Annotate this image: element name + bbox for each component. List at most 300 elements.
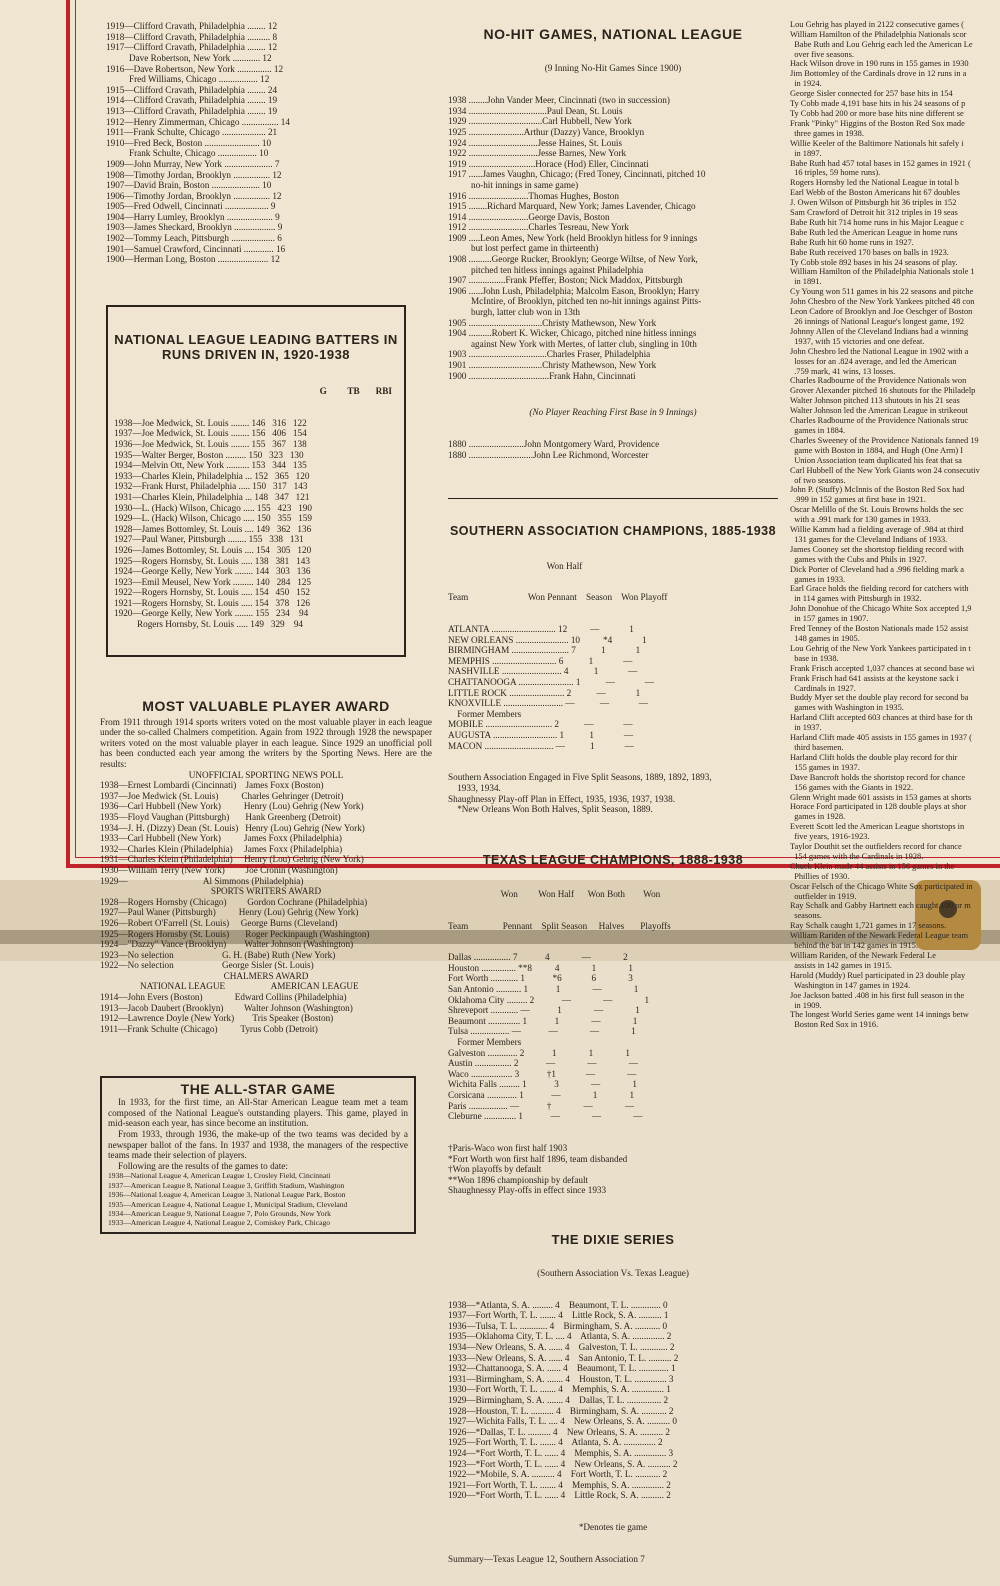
record-line: Ty Cobb made 4,191 base hits in his 24 seasons of p — [790, 99, 966, 109]
nohit-row: no-hit innings in same game) — [448, 179, 579, 190]
record-line: 131 games for the Cleveland Indians of 1933. — [790, 534, 948, 544]
nohit-row: 1912 ..........................Charles Tesreau, New York — [448, 222, 629, 233]
nohit-row: 1917 ......James Vaughn, Chicago; (Fred Toney, Cincinnati, pitched 10 — [448, 169, 706, 180]
nohit-row: 1919 .............................Horace (Hod) Eller, Cincinnati — [448, 158, 649, 169]
nohit-perfect-head: (No Player Reaching First Base in 9 Innings) — [529, 407, 697, 418]
nohit-row: McIntire, of Brooklyn, pitched ten no-hit innings against Pitts- — [448, 296, 702, 307]
southern-title: SOUTHERN ASSOCIATION CHAMPIONS, 1885-1938 — [449, 524, 777, 539]
record-line: Buddy Myer set the double play record for second ba — [790, 693, 969, 703]
dixie-row: 1934—New Orleans, S. A. ...... 4 Galveston, T. L. ............ 2 — [448, 1342, 675, 1353]
mvp-title: MOST VALUABLE PLAYER AWARD — [142, 697, 390, 714]
nohit-row: 1908 ..........George Rucker, Brooklyn; George Wiltse, of New York, — [448, 254, 698, 265]
nohit-row: 1934 ..................................Paul Dean, St. Louis — [448, 105, 623, 116]
mvp-writers-row: 1926—Robert O'Farrell (St. Louis) George Burns (Cleveland) — [100, 917, 338, 928]
rbi-leader-row: 1924—George Kelly, New York ........ 144 303 136 — [114, 566, 311, 577]
record-line: John P. (Stuffy) McInnis of the Boston Red Sox had — [790, 485, 965, 495]
rbi-leader-row: 1930—L. (Hack) Wilson, Chicago ..... 155 423 190 — [114, 502, 312, 513]
mvp-writers-head: SPORTS WRITERS AWARD — [210, 886, 322, 897]
allstar-results — [108, 1171, 408, 1227]
southern-head1: Won Half — [448, 560, 583, 571]
record-line: Glenn Wright made 601 assists in 153 games at shorts — [790, 792, 972, 802]
nohit-row: 1901 ................................Christy Mathewson, New York — [448, 360, 657, 370]
record-line: Earl Grace holds the fielding record for catchers with — [790, 584, 969, 594]
record-line: behind the bat in 142 games in 1915. — [790, 941, 918, 951]
record-line: Jim Bottomley of the Cardinals drove in 12 runs in a — [790, 69, 967, 79]
record-line: Washington in 147 games in 1924. — [790, 980, 911, 990]
record-line: Cardinals in 1927. — [790, 683, 856, 693]
record-line: Leon Cadore of Brooklyn and Joe Oeschger of Boston — [790, 307, 973, 317]
southern-row: KNOXVILLE .......................... — — — — [448, 698, 649, 709]
dixie-subtitle: (Southern Association Vs. Texas League) — [537, 1267, 689, 1278]
mvp-chalmers-row: 1913—Jacob Daubert (Brooklyn) Walter Johnson (Washington) — [100, 1002, 353, 1013]
mvp-writers-row: 1923—No selection G. H. (Babe) Ruth (New York) — [100, 949, 336, 960]
rbi-leaders-columns: G TB RBI — [319, 386, 392, 396]
record-line: Horace Ford participated in 128 double plays at shor — [790, 802, 967, 812]
record-line: in 157 games in 1907. — [790, 614, 869, 624]
middle-column — [448, 0, 778, 1586]
records-list — [790, 20, 1000, 1030]
record-line: 154 games with the Cardinals in 1928. — [790, 851, 924, 861]
allstar-result-row: 1938—National League 4, American League 1, Crosley Field, Cincinnati — [108, 1171, 331, 1181]
nohit-row: 1900 ...................................Frank Hahn, Cincinnati — [448, 370, 636, 381]
mvp-poll-row: 1937—Joe Medwick (St. Louis) Charles Gehringer (Detroit) — [100, 790, 344, 801]
record-line: Frank Frisch accepted 1,037 chances at second base wi — [790, 663, 975, 673]
record-line: games with Washington in 1935. — [790, 703, 904, 713]
rbi-history-row: 1911—Frank Schulte, Chicago ................... 21 — [106, 127, 278, 138]
dixie-row: 1927—Wichita Falls, T. L. .... 4 New Orleans, S. A. .......... 0 — [448, 1416, 677, 1427]
dixie-row: 1932—Chattanooga, S. A. ...... 4 Beaumont, T. L. ............. 1 — [448, 1363, 676, 1374]
rbi-history-row: 1905—Fred Odwell, Cincinnati ................... 9 — [106, 201, 276, 212]
record-line: Dave Bancroft holds the shortstop record for chance — [790, 772, 966, 782]
rbi-leaders-title: NATIONAL LEAGUE LEADING BATTERS IN RUNS DRIVEN IN, 1920-1938 — [114, 331, 398, 362]
record-line: in 1909. — [790, 1000, 822, 1010]
record-line: in 1924. — [790, 79, 822, 89]
rbi-history-row: 1910—Fred Beck, Boston ........................ 10 — [106, 137, 272, 148]
mvp-writers-row: 1927—Paul Waner (Pittsburgh) Henry (Lou) Gehrig (New York) — [100, 907, 359, 918]
record-line: Boston Red Sox in 1916. — [790, 1020, 879, 1030]
record-line: assists in 142 games in 1915. — [790, 960, 892, 970]
texas-row: Tulsa ................. — — — 1 — [448, 1026, 636, 1037]
rbi-history-row: 1916—Dave Robertson, New York ............... 12 — [106, 63, 284, 74]
dixie-footnote: *Denotes tie game — [578, 1522, 648, 1533]
nohit-row: pitched ten hitless innings against Philadelphia — [448, 264, 644, 275]
record-line: Everett Scott led the American League shortstops in — [790, 822, 965, 832]
nohit-row: 1929 ................................Carl Hubbell, New York — [448, 116, 632, 127]
record-line: Babe Ruth hit 714 home runs in his Major League c — [790, 217, 964, 227]
texas-row: Cleburne .............. 1 — — — — [448, 1111, 643, 1122]
mvp-poll-row: 1931—Charles Klein (Philadelphia) Henry (Lou) Gehrig (New York) — [100, 854, 364, 865]
rbi-leader-row: 1927—Paul Waner, Pittsburgh ........ 155 338 131 — [114, 534, 304, 545]
record-line: Chuck Klein made 44 assists in 156 games in the — [790, 861, 955, 871]
record-line: Walter Johnson led the American League in strikeout — [790, 406, 968, 416]
mvp-chalmers-row: 1911—Frank Schulte (Chicago) Tyrus Cobb (Detroit) — [100, 1023, 318, 1034]
texas-row: Houston ............... **8 4 1 1 — [448, 962, 634, 973]
dixie-summary: Summary—Texas League 12, Southern Association 7 — [448, 1553, 645, 1564]
record-line: three games in 1938. — [790, 128, 864, 138]
mvp-poll-row: 1938—Ernest Lombardi (Cincinnati) James Foxx (Boston) — [100, 780, 324, 791]
record-line: in 1897. — [790, 148, 822, 158]
record-line: Joe Jackson batted .408 in his first full season in the — [790, 990, 965, 1000]
southern-note: 1933, 1934. — [448, 782, 501, 793]
rbi-leader-row: 1938—Joe Medwick, St. Louis ........ 146 316 122 — [114, 417, 307, 428]
nohit-row: 1903 ..................................Charles Fraser, Philadelphia — [448, 349, 651, 360]
record-line: James Cooney set the shortstop fielding record with — [790, 544, 964, 554]
record-line: William Rariden of the Newark Federal League team — [790, 931, 969, 941]
rbi-leader-row: 1936—Joe Medwick, St. Louis ........ 155 367 138 — [114, 438, 307, 449]
texas-row: Austin ................ 2 — — — — [448, 1058, 638, 1069]
record-line: Babe Ruth hit 60 home runs in 1927. — [790, 237, 914, 247]
mvp-poll-row: 1936—Carl Hubbell (New York) Henry (Lou) Gehrig (New York) — [100, 801, 364, 812]
record-line: Charles Radbourne of the Providence Nationals won — [790, 376, 967, 386]
allstar-box — [100, 1076, 416, 1234]
record-line: Charles Radbourne of the Providence Nationals struc — [790, 416, 969, 426]
southern-row: Former Members — [448, 708, 522, 719]
dixie-row: 1922—*Mobile, S. A. .......... 4 Fort Worth, T. L. ........... 2 — [448, 1469, 668, 1480]
record-line: Frank "Pinky" Higgins of the Boston Red Sox made — [790, 118, 965, 128]
dixie-row: 1923—*Fort Worth, T. L. ...... 4 New Orleans, S. A. .......... 2 — [448, 1458, 678, 1469]
nohit-perfect-row: 1880 ........................John Montgomery Ward, Providence — [448, 439, 660, 450]
nohit-perfect-list — [448, 439, 778, 460]
record-line: game with Boston in 1884, and Hugh (One Arm) I — [790, 445, 964, 455]
record-line: Grover Alexander pitched 16 shutouts for the Philadelp — [790, 386, 976, 396]
rbi-leader-row: 1931—Charles Klein, Philadelphia ... 148 347 121 — [114, 491, 310, 502]
rbi-leader-row: 1929—L. (Hack) Wilson, Chicago ..... 150 355 159 — [114, 513, 312, 524]
record-line: Ray Schalk caught 1,721 games in 17 seasons. — [790, 921, 947, 931]
record-line: Rogers Hornsby led the National League in total b — [790, 178, 959, 188]
record-line: Babe Ruth led the American League in home runs — [790, 227, 958, 237]
record-line: Ty Cobb stole 892 bases in his 24 seasons of play. — [790, 257, 958, 267]
rbi-history-row: 1914—Clifford Cravath, Philadelphia ........ 19 — [106, 95, 278, 106]
nohit-row: 1909 .....Leon Ames, New York (held Brooklyn hitless for 9 innings — [448, 232, 698, 243]
rbi-history-row: Frank Schulte, Chicago ................. 10 — [106, 148, 269, 159]
record-line: in 1937. — [790, 723, 822, 733]
rbi-history-row: 1909—John Murray, New York ..................... 7 — [106, 158, 280, 169]
texas-note: *Fort Worth won first half 1896, team disbanded — [448, 1153, 628, 1164]
allstar-result-row: 1935—American League 4, National League 1, Municipal Stadium, Cleveland — [108, 1199, 348, 1209]
dixie-row: 1937—Fort Worth, T. L. ....... 4 Little Rock, S. A. .......... 1 — [448, 1310, 669, 1321]
rbi-history-row: 1918—Clifford Cravath, Philadelphia .......... 8 — [106, 31, 278, 42]
southern-row: CHATTANOOGA ........................ 1 — — — [448, 677, 654, 688]
record-line: losses for an .824 average, and led the American — [790, 356, 957, 366]
mvp-poll-row: 1930—William Terry (New York) Joe Cronin (Washington) — [100, 864, 338, 875]
mvp-chalmers-row: 1914—John Evers (Boston) Edward Collins (Philadelphia) — [100, 992, 347, 1003]
mvp-poll-head: UNOFFICIAL SPORTING NEWS POLL — [188, 769, 344, 780]
rbi-history-row: 1900—Herman Long, Boston ...................... 12 — [106, 254, 280, 265]
rbi-leader-row: 1921—Rogers Hornsby, St. Louis ..... 154 378 126 — [114, 597, 310, 608]
record-line: Oscar Melillo of the St. Louis Browns holds the sec — [790, 505, 964, 515]
rbi-leaders-box — [106, 305, 406, 657]
record-line: .999 in 152 games at first base in 1921. — [790, 495, 926, 505]
allstar-title: THE ALL-STAR GAME — [180, 1081, 336, 1098]
texas-row: Fort Worth ............ 1 *6 6 3 — [448, 973, 633, 984]
southern-row: MOBILE ............................. 2 — — — [448, 719, 633, 730]
record-line: Phillies of 1930. — [790, 871, 850, 881]
dixie-table — [448, 1300, 778, 1501]
texas-title: TEXAS LEAGUE CHAMPIONS, 1888-1938 — [482, 852, 744, 867]
record-line: Union Association team duplicated his feat that sa — [790, 455, 962, 465]
mvp-chalmers-leagues: NATIONAL LEAGUE AMERICAN LEAGUE — [140, 981, 359, 992]
allstar-p2: From 1933, through 1936, the make-up of the two teams was decided by a newspaper ballot of the fans. In 1937 and 1938, the managers of the respective teams made their selection of players. — [108, 1129, 408, 1161]
record-line: Taylor Douthit set the outfielders record for chance — [790, 842, 962, 852]
nohit-subtitle: (9 Inning No-Hit Games Since 1900) — [544, 63, 682, 74]
rbi-history-row: 1913—Clifford Cravath, Philadelphia ........ 19 — [106, 105, 278, 116]
southern-row: BIRMINGHAM ......................... 7 1 1 — [448, 645, 641, 656]
nohit-row: 1922 ..............................Jesse Barnes, New York — [448, 148, 627, 159]
southern-table — [448, 624, 778, 751]
nohit-row: 1907 ................Frank Pfeffer, Boston; Nick Maddox, Pittsburgh — [448, 275, 683, 286]
record-line: Charles Sweeney of the Providence Nationals fanned 19 — [790, 435, 979, 445]
mvp-writers-list — [100, 897, 432, 971]
mvp-poll-row: 1934—J. H. (Dizzy) Dean (St. Louis) Henry (Lou) Gehrig (New York) — [100, 822, 365, 833]
dixie-row: 1926—*Dallas, T. L. .......... 4 New Orleans, S. A. .......... 2 — [448, 1426, 670, 1437]
nohit-title: NO-HIT GAMES, NATIONAL LEAGUE — [483, 26, 743, 43]
rbi-history-list — [106, 21, 440, 265]
record-line: Babe Ruth had 457 total bases in 152 games in 1921 ( — [790, 158, 971, 168]
rbi-leader-row: 1925—Rogers Hornsby, St. Louis ..... 138 381 143 — [114, 555, 310, 566]
dixie-row: 1936—Tulsa, T. L. ............ 4 Birmingham, S. A. ........... 0 — [448, 1320, 668, 1331]
record-line: Johnny Allen of the Cleveland Indians had a winning — [790, 326, 969, 336]
record-line: 156 games with the Giants in 1922. — [790, 782, 914, 792]
rbi-leader-row: 1937—Joe Medwick, St. Louis ........ 156 406 154 — [114, 428, 307, 439]
texas-row: Paris ................. — † — — — [448, 1100, 635, 1111]
dixie-title: THE DIXIE SERIES — [551, 1231, 675, 1247]
record-line: Cy Young won 511 games in his 22 seasons and pitche — [790, 287, 974, 297]
record-line: games in 1928. — [790, 812, 846, 822]
record-line: Harold (Muddy) Ruel participated in 23 double play — [790, 970, 966, 980]
rbi-history-row: 1908—Timothy Jordan, Brooklyn ................ 12 — [106, 169, 282, 180]
rbi-history-row: 1912—Henry Zimmerman, Chicago ................ 14 — [106, 116, 290, 127]
mvp-writers-row: 1925—Rogers Hornsby (St. Louis) Roger Peckinpaugh (Washington) — [100, 928, 370, 939]
mvp-poll-list — [100, 780, 432, 886]
record-line: 1937, with 15 victories and one defeat. — [790, 336, 925, 346]
texas-note: †Paris-Waco won first half 1903 — [448, 1142, 568, 1153]
texas-row: Corsicana ............. 1 — 1 1 — [448, 1090, 635, 1100]
southern-row: LITTLE ROCK ........................ 2 — 1 — [448, 687, 641, 698]
right-column-records — [790, 0, 1000, 1050]
record-line: Sam Crawford of Detroit hit 312 triples in 19 seas — [790, 208, 958, 218]
southern-row: NEW ORLEANS ....................... 10 *4 1 — [448, 634, 647, 645]
nohit-row: 1938 ........John Vander Meer, Cincinnati (two in succession) — [448, 95, 670, 106]
texas-notes — [448, 1143, 778, 1196]
rbi-history-row: Dave Robertson, New York ............ 12 — [106, 52, 272, 63]
record-line: Ray Schalk and Gabby Hartnett each caught 100 or m — [790, 901, 971, 911]
rbi-leader-row: 1928—James Bottomley, St. Louis .... 149 362 136 — [114, 523, 312, 534]
allstar-result-row: 1937—American League 8, National League 3, Griffith Stadium, Washington — [108, 1180, 345, 1190]
rbi-history-row: 1902—Tommy Leach, Pittsburgh ................... 6 — [106, 233, 282, 244]
record-line: Harland Clift holds the double play record for thir — [790, 752, 958, 762]
mvp-writers-row: 1928—Rogers Hornsby (Chicago) Gordon Cochrane (Philadelphia) — [100, 896, 368, 907]
southern-row: MACON .............................. — 1 — — [448, 740, 634, 751]
southern-notes — [448, 772, 778, 814]
rbi-history-row: Fred Williams, Chicago ................. 12 — [106, 74, 270, 85]
dixie-row: 1930—Fort Worth, T. L. ....... 4 Memphis, S. A. .............. 1 — [448, 1384, 671, 1395]
texas-head2: Team Pennant Split Season Halves Playoffs — [448, 920, 671, 931]
record-line: Willie Kamm had a fielding average of .984 at third — [790, 525, 964, 535]
record-line: John Chesbro of the New York Yankees pitched 48 con — [790, 297, 975, 307]
record-line: games in 1884. — [790, 425, 846, 435]
record-line: of two seasons. — [790, 475, 846, 485]
texas-note: Shaughnessy Play-offs in effect since 1933 — [448, 1185, 607, 1196]
record-line: Willie Keeler of the Baltimore Nationals hit safely i — [790, 138, 964, 148]
dixie-row: 1929—Birmingham, S. A. ....... 4 Dallas, T. L. ............... 2 — [448, 1395, 669, 1406]
dixie-row: 1921—Fort Worth, T. L. ....... 4 Memphis, S. A. .............. 2 — [448, 1479, 671, 1490]
southern-head2: Team Won Pennant Season Won Playoff — [448, 592, 668, 603]
rbi-history-row: 1904—Harry Lumley, Brooklyn .................... 9 — [106, 211, 280, 222]
nohit-row: 1915 ........Richard Marquard, New York; James Lavender, Chicago — [448, 201, 696, 212]
allstar-p3: Following are the results of the games to date: — [118, 1160, 288, 1171]
southern-row: ATLANTA ............................ 12 — 1 — [448, 624, 634, 635]
nohit-row: 1906 ......John Lush, Philadelphia; Malcolm Eason, Brooklyn; Harry — [448, 285, 700, 296]
record-line: .759 mark, 41 wins, 13 losses. — [790, 366, 896, 376]
record-line: games in 1933. — [790, 574, 846, 584]
record-line: games with the Cubs and Phils in 1927. — [790, 554, 927, 564]
southern-row: MEMPHIS ............................ 6 1 — — [448, 655, 633, 666]
nohit-row: 1916 ..........................Thomas Hughes, Boston — [448, 190, 619, 201]
record-line: with a .991 mark for 130 games in 1933. — [790, 515, 931, 525]
texas-table — [448, 952, 778, 1122]
mvp-poll-row: 1935—Floyd Vaughan (Pittsburgh) Hank Greenberg (Detroit) — [100, 811, 341, 822]
record-line: George Sisler connected for 257 base hits in 154 — [790, 89, 953, 99]
rbi-leader-row: 1923—Emil Meusel, New York ......... 140 284 125 — [114, 576, 312, 587]
nohit-row: against New York with Mertes, of latter club, singling in 10th — [448, 338, 697, 349]
dixie-row: 1920—*Fort Worth, T. L. ...... 4 Little Rock, S. A. .......... 2 — [448, 1490, 671, 1501]
record-line: in 114 games with Pittsburgh in 1932. — [790, 594, 922, 604]
record-line: Lou Gehrig has played in 2122 consecutive games ( — [790, 19, 964, 29]
mvp-chalmers-list — [100, 992, 432, 1034]
record-line: John Donohue of the Chicago White Sox accepted 1,9 — [790, 604, 972, 614]
mvp-chalmers-head: CHALMERS AWARD — [223, 970, 309, 981]
record-line: Harland Clift made 405 assists in 155 games in 1937 ( — [790, 733, 972, 743]
mvp-poll-row: 1933—Carl Hubbell (New York) James Foxx (Philadelphia) — [100, 833, 342, 844]
record-line: 26 innings of National League's longest game, 192 — [790, 317, 965, 326]
record-line: Fred Tenney of the Boston Nationals made 152 assist — [790, 624, 969, 634]
rbi-leader-row: 1932—Frank Hurst, Philadelphia ..... 150 317 143 — [114, 481, 308, 492]
southern-note: Southern Association Engaged in Five Split Seasons, 1889, 1892, 1893, — [448, 772, 712, 783]
texas-note: †Won playoffs by default — [448, 1164, 542, 1175]
nohit-row: 1925 ........................Arthur (Dazzy) Vance, Brooklyn — [448, 126, 645, 137]
record-line: William Hamilton of the Philadelphia Nationals stole 1 — [790, 267, 975, 277]
record-line: Earl Webb of the Boston Americans hit 67 doubles — [790, 188, 960, 198]
record-line: Lou Gehrig of the New York Yankees participated in t — [790, 643, 971, 653]
southern-row: AUGUSTA ............................ 1 1 — — [448, 730, 634, 740]
texas-row: Dallas ................ 7 4 — 2 — [448, 952, 628, 963]
rbi-leader-row: 1933—Charles Klein, Philadelphia ... 152 365 120 — [114, 470, 310, 481]
texas-row: Shreveport ............ — 1 — 1 — [448, 1005, 640, 1016]
record-line: Hack Wilson drove in 190 runs in 155 games in 1930 — [790, 59, 969, 69]
mvp-intro: From 1911 through 1914 sports writers voted on the most valuable player in each league under the so-called Chalmers competition. Again from 1922 through 1928 the newspaper writers voted on the most valuable player in each league. Since 1929 an unofficial poll has been conducted each year among the writers by the Sporting News. Here are the results: — [100, 716, 432, 769]
dixie-row: 1925—Fort Worth, T. L. ....... 4 Atlanta, S. A. .............. 2 — [448, 1437, 663, 1448]
mvp-poll-row: 1932—Charles Klein (Philadelphia) James Foxx (Philadelphia) — [100, 843, 343, 854]
record-line: Oscar Felsch of the Chicago White Sox participated in — [790, 881, 973, 891]
texas-row: Galveston ............. 2 1 1 1 — [448, 1047, 630, 1058]
left-column — [100, 0, 440, 1255]
southern-row: NASHVILLE .......................... 4 1 — — [448, 666, 638, 677]
dixie-row: 1933—New Orleans, S. A. ...... 4 San Antonio, T. L. .......... 2 — [448, 1352, 679, 1363]
record-line: base in 1938. — [790, 653, 839, 663]
record-line: William Rariden, of the Newark Federal Le — [790, 951, 936, 960]
record-line: Carl Hubbell of the New York Giants won 24 consecutiv — [790, 465, 980, 475]
southern-note: *New Orleans Won Both Halves, Split Season, 1889. — [448, 804, 653, 815]
record-line: 16 triples, 59 home runs). — [790, 168, 881, 178]
allstar-result-row: 1936—National League 4, American League 3, National League Park, Boston — [108, 1190, 346, 1200]
rbi-history-row: 1915—Clifford Cravath, Philadelphia ........ 24 — [106, 84, 278, 95]
texas-row: Oklahoma City ......... 2 — — 1 — [448, 994, 650, 1005]
nohit-row: 1904 ..........Robert K. Wicker, Chicago, pitched nine hitless innings — [448, 328, 697, 339]
nohit-row: but lost perfect game in thirteenth) — [448, 243, 599, 254]
record-line: third basemen. — [790, 742, 844, 752]
allstar-result-row: 1933—American League 4, National League 2, Comiskey Park, Chicago — [108, 1218, 331, 1228]
rbi-leader-row: 1935—Walter Berger, Boston ......... 150 323 130 — [114, 449, 304, 460]
record-line: Babe Ruth received 170 bases on balls in 1923. — [790, 247, 949, 257]
record-line: Ty Cobb had 200 or more base hits nine different se — [790, 108, 964, 118]
texas-row: Wichita Falls ......... 1 3 — 1 — [448, 1079, 637, 1090]
rbi-leader-row: 1922—Rogers Hornsby, St. Louis ..... 154 450 152 — [114, 587, 310, 598]
record-line: J. Owen Wilson of Pittsburgh hit 36 triples in 152 — [790, 198, 957, 208]
dixie-row: 1931—Birmingham, S. A. ....... 4 Houston, T. L. .............. 3 — [448, 1373, 674, 1384]
record-line: The longest World Series game went 14 innings betw — [790, 1010, 969, 1020]
rbi-history-row: 1906—Timothy Jordan, Brooklyn ................ 12 — [106, 190, 282, 201]
rbi-leader-row: 1934—Melvin Ott, New York .......... 153 344 135 — [114, 460, 307, 471]
record-line: Frank Frisch had 641 assists at the keystone sack i — [790, 673, 959, 683]
rbi-history-row: 1903—James Sheckard, Brooklyn .................. 9 — [106, 222, 283, 233]
record-line: in 1891. — [790, 277, 822, 287]
rbi-leader-row: 1920—George Kelly, New York ........ 155 234 94 — [114, 608, 309, 619]
record-line: 155 games in 1937. — [790, 762, 860, 772]
mvp-writers-row: 1922—No selection George Sisler (St. Louis) — [100, 960, 314, 971]
record-line: over five seasons. — [790, 49, 854, 59]
nohit-row: burgh, latter club won in 13th — [448, 307, 581, 318]
rbi-history-row: 1917—Clifford Cravath, Philadelphia ........ 12 — [106, 42, 278, 53]
texas-note: **Won 1896 championship by default — [448, 1174, 589, 1185]
mvp-writers-row: 1924—"Dazzy" Vance (Brooklyn) Walter Johnson (Washington) — [100, 939, 354, 950]
nohit-row: 1905 ................................Christy Mathewson, New York — [448, 317, 657, 328]
nohit-perfect-row: 1880 ............................John Lee Richmond, Worcester — [448, 449, 649, 460]
nohit-row: 1914 ..........................George Davis, Boston — [448, 211, 610, 222]
texas-row: Waco .................. 3 †1 — — — [448, 1068, 637, 1079]
nohit-list — [448, 95, 778, 381]
texas-row: Former Members — [448, 1037, 522, 1048]
rbi-leader-row: 1926—James Bottomley, St. Louis .... 154 305 120 — [114, 544, 312, 555]
nohit-row: 1924 ..............................Jesse Haines, St. Louis — [448, 137, 623, 148]
rbi-history-row: 1907—David Brain, Boston ..................... 10 — [106, 180, 272, 191]
texas-row: San Antonio ........... 1 1 — 1 — [448, 984, 639, 995]
record-line: seasons. — [790, 911, 822, 921]
record-line: William Hamilton of the Philadelphia Nationals scor — [790, 29, 967, 39]
mvp-poll-row: 1929— Al Simmons (Philadelphia) — [100, 875, 304, 886]
record-line: five years, 1916-1923. — [790, 832, 870, 842]
mvp-section — [100, 699, 432, 1035]
rbi-history-row: 1919—Clifford Cravath, Philadelphia ........ 12 — [106, 21, 278, 32]
record-line: Babe Ruth and Lou Gehrig each led the American Le — [790, 39, 973, 49]
southern-note: Shaughnessy Play-off Plan in Effect, 1935, 1936, 1937, 1938. — [448, 793, 676, 804]
record-line: Dick Porter of Cleveland had a .996 fielding mark a — [790, 564, 964, 574]
mvp-chalmers-row: 1912—Lawrence Doyle (New York) Tris Speaker (Boston) — [100, 1013, 334, 1024]
rbi-leaders-table — [114, 418, 398, 630]
dixie-row: 1938—*Atlanta, S. A. ......... 4 Beaumont, T. L. ............. 0 — [448, 1299, 668, 1310]
allstar-result-row: 1934—American League 9, National League 7, Polo Grounds, New York — [108, 1209, 331, 1218]
rbi-history-row: 1901—Samuel Crawford, Cincinnati ............. 16 — [106, 243, 286, 254]
dixie-row: 1935—Oklahoma City, T. L. .... 4 Atlanta, S. A. .............. 2 — [448, 1331, 672, 1342]
texas-head1: Won Won Half Won Both Won — [448, 888, 661, 899]
texas-row: Beaumont .............. 1 1 — 1 — [448, 1015, 638, 1026]
allstar-p1: In 1933, for the first time, an All-Star American League team met a team composed of the National League's outstanding players. This game, played in mid-season each year, has since become an institution. — [108, 1097, 408, 1129]
rbi-leader-row: Rogers Hornsby, St. Louis ..... 149 329 94 — [114, 619, 304, 630]
record-line: Walter Johnson pitched 113 shutouts in his 21 seas — [790, 396, 960, 406]
record-line: outfielder in 1919. — [790, 891, 857, 901]
record-line: Harland Clift accepted 603 chances at third base for th — [790, 713, 973, 723]
dixie-row: 1924—*Fort Worth, T. L. ...... 4 Memphis, S. A. .............. 3 — [448, 1448, 674, 1458]
dixie-row: 1928—Houston, T. L. .......... 4 Birmingham, S. A. ........... 2 — [448, 1405, 674, 1416]
